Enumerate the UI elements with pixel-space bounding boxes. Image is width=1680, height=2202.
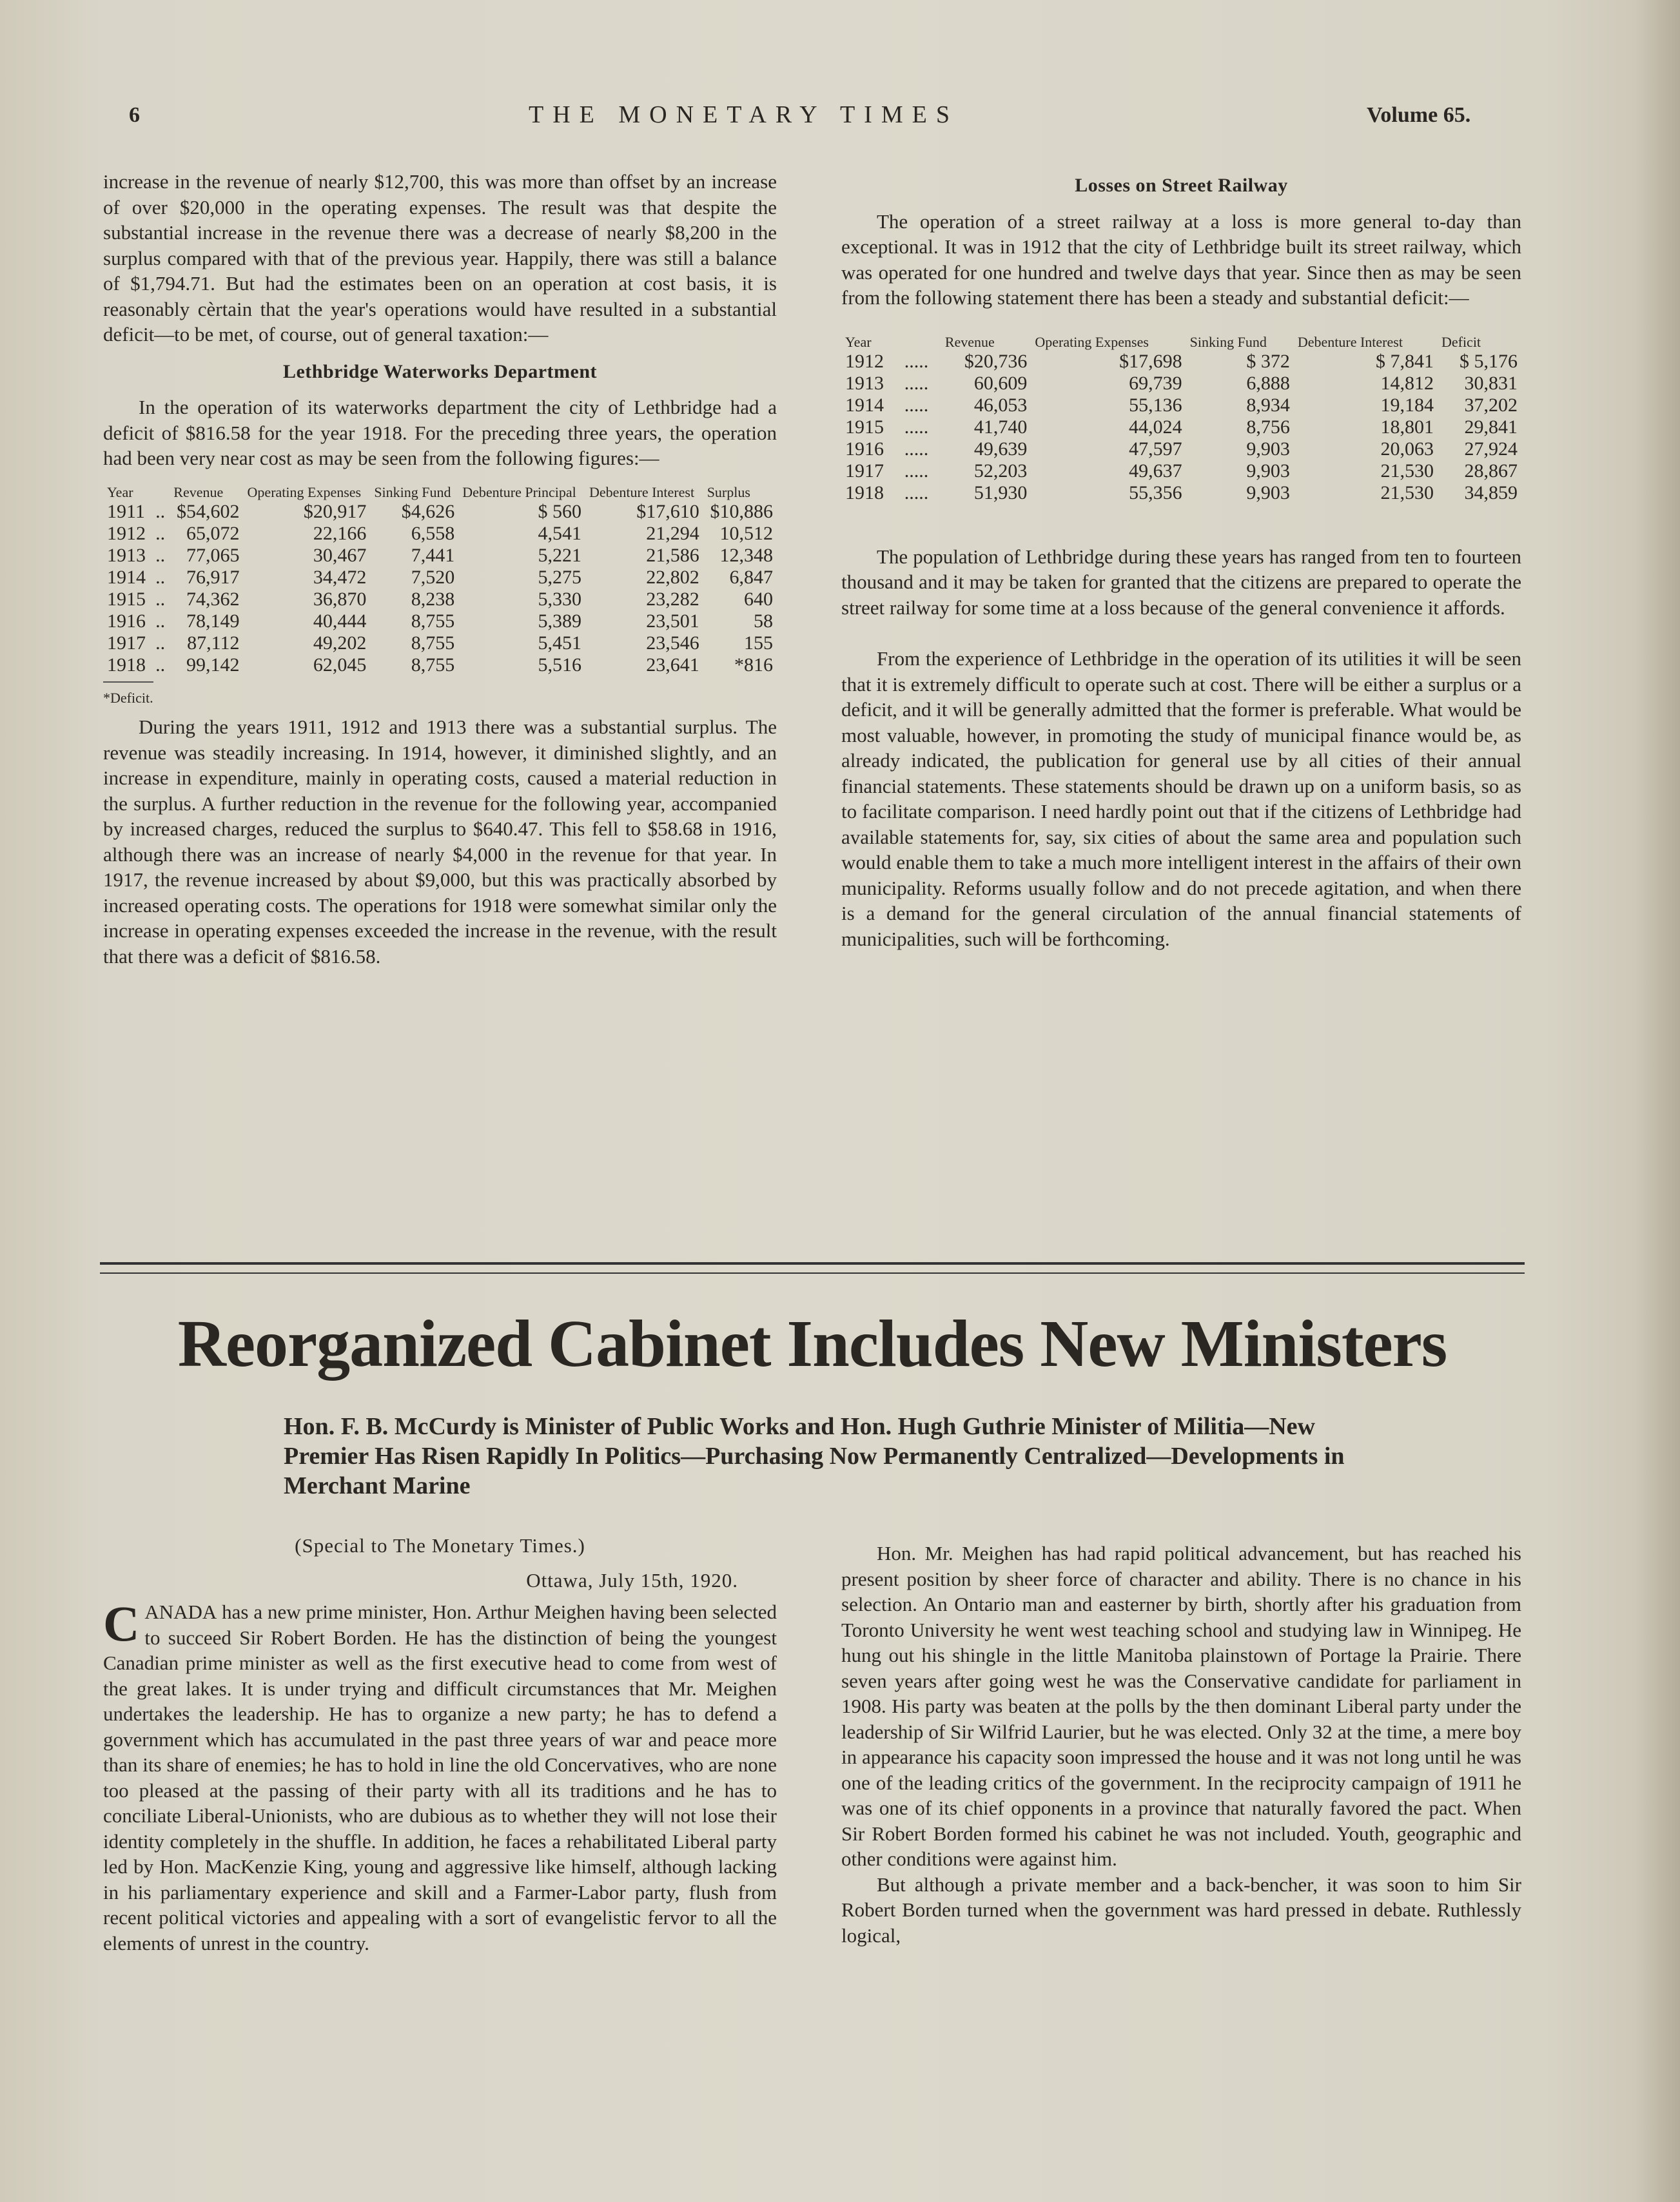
table-cell: 9,903: [1246, 438, 1290, 460]
table-cell: 1915: [845, 416, 884, 438]
table-header: Debenture Principal: [462, 483, 576, 500]
table-cell: 1913: [107, 544, 146, 566]
left-paragraph-3: During the years 1911, 1912 and 1913 there was a substantial surplus. The revenue was steadily increasing. In 1914, however, it diminished slightly, and an increase in expenditure, mainly in operating costs, caused a material reduction in the surplus. A further reduction in the revenue for the following year, accompanied by increased charges, reduced the surplus to $640.47. This fell to $58.68 in 1916, although there was an increase of nearly $4,000 in the revenue for that year. In 1917, the revenue increased by about $9,000, but this was practically absorbed by increased operating costs. The operations for 1918 were somewhat similar only the increase in operating expenses exceeded the increase in the revenue, with the result that there was a deficit of $816.58.: [103, 716, 777, 968]
table-cell: 7,441: [411, 544, 455, 566]
article-left-paragraph: [103, 1595, 777, 1956]
table-header: Operating Expenses: [1035, 333, 1149, 350]
table-row: [103, 610, 777, 632]
table-cell: 30,831: [1464, 372, 1518, 394]
table-row: [841, 351, 1521, 373]
table-cell: ..: [155, 500, 166, 522]
table-cell: 1914: [845, 394, 884, 416]
table-cell: 1914: [107, 566, 146, 588]
page-number: 6: [129, 103, 140, 127]
article-right-paragraph-2: But although a private member and a back-bencher, it was soon to him Sir Robert Borden turned when the government was hard pressed in debate. Ruthlessly logical,: [841, 1873, 1521, 1947]
table-cell: 9,903: [1246, 460, 1290, 482]
table-cell: $20,917: [303, 500, 367, 522]
table-cell: 74,362: [186, 588, 240, 610]
table-cell: 21,530: [1380, 482, 1434, 503]
table-header: Surplus: [707, 483, 750, 500]
table-cell: 40,444: [313, 610, 367, 632]
railway-heading: Losses on Street Railway: [1075, 175, 1288, 196]
table-cell: ..: [155, 522, 166, 544]
table-cell: $54,602: [177, 500, 240, 522]
table-cell: 58: [754, 610, 773, 632]
table-cell: 55,356: [1129, 482, 1182, 503]
table-cell: 5,330: [538, 588, 581, 610]
table-cell: 6,558: [411, 522, 455, 544]
table-cell: ..: [155, 654, 166, 676]
table-cell: 21,586: [646, 544, 699, 566]
table-header: Sinking Fund: [1189, 333, 1267, 350]
running-head: [0, 97, 1680, 135]
table-cell: $ 372: [1246, 350, 1290, 372]
table-cell: .....: [904, 482, 929, 503]
table-cell: 12,348: [719, 544, 773, 566]
table-cell: 65,072: [186, 522, 240, 544]
table-header: Deficit: [1441, 333, 1481, 350]
table-cell: 1917: [845, 460, 884, 482]
table-header: Sinking Fund: [374, 483, 451, 500]
table-cell: 69,739: [1129, 372, 1182, 394]
table-cell: 19,184: [1380, 394, 1434, 416]
table-cell: 1912: [845, 350, 884, 372]
left-column-top: [103, 169, 777, 969]
table-cell: 30,467: [313, 544, 367, 566]
table-cell: 1913: [845, 372, 884, 394]
volume-label: Volume 65.: [1367, 103, 1471, 127]
table-header: Revenue: [944, 333, 995, 350]
article-right-paragraph-1: Hon. Mr. Meighen has had rapid political advancement, but has reached his present position by sheer force of character and ability. There is no chance in his selection. An Ontario man and easterner by birth, shortly after his graduation from Toronto University he went west teaching school and studying law in Winnipeg. He hung out his shingle in the little Manitoba plainstown of Portage la Prairie. There seven years after going west he was the Conservative candidate for parliament in 1908. His party was beaten at the polls by the then dominant Liberal party under the leadership of Sir Wilfrid Laurier, but he was elected. Only 32 at the time, a mere boy in appearance his capacity soon impressed the house and it was not long until he was one of the leading critics of the government. In the reciprocity campaign of 1911 he was one of its chief opponents in a province that naturally favored the pact. When Sir Robert Borden formed his cabinet he was not included. Youth, geographic and other conditions were against him.: [841, 1542, 1521, 1870]
table-cell: ..: [155, 566, 166, 588]
waterworks-table-body: [103, 501, 777, 676]
article-headline: Reorganized Cabinet Includes New Ministers: [177, 1307, 1447, 1381]
table-cell: 14,812: [1380, 372, 1434, 394]
right-paragraph-2: The population of Lethbridge during these years has ranged from ten to fourteen thousand and it may be taken for granted that the citizens are prepared to operate the street railway for some time at a loss because of the general convenience it affords.: [841, 545, 1521, 619]
table-cell: 18,801: [1380, 416, 1434, 438]
table-row: [103, 501, 777, 523]
table-row: [103, 589, 777, 610]
table-cell: $4,626: [401, 500, 455, 522]
table-cell: 7,520: [411, 566, 455, 588]
table-row: [103, 567, 777, 589]
left-paragraph-1: increase in the revenue of nearly $12,700, this was more than offset by an increase of over $20,000 in the operating expenses. The result was that despite the substantial increase in the revenue there was a decrease of nearly $8,200 in the surplus compared with that of the previous year. Happily, there was still a balance of $1,794.71. But had the estimates been on an operation at cost basis, it is reasonably cèrtain that the year's operations would have resulted in a substantial deficit—to be met, of course, out of general taxation:—: [103, 170, 777, 346]
table-cell: $17,610: [636, 500, 699, 522]
table-cell: 6,888: [1246, 372, 1290, 394]
article-left-text: has a new prime minister, Hon. Arthur Meighen having been selected to succeed Sir Robert Borden. He has the distinction of being the youngest Canadian prime minister as well as the first executive head to come from west of the great lakes. It is under trying and difficult circumstances that Mr. Meighen undertakes the leadership. He has to organize a new party; he has to defend a government which has accumulated in the past three years of war and peace more than its share of enemies; he has to hold in line the old Concervatives, who are none too pleased at the passing of their party with all its traditions and he has to conciliate Liberal-Unionists, who are dubious as to whether they will not lose their identity completely in the shuffle. In addition, he faces a rehabilitated Liberal party led by Hon. MacKenzie King, young and aggressive like himself, although lacking in his parliamentary experience and skill and a Farmer-Labor party, flush from recent political victories and appealing with a sort of evangelistic fervor to all the elements of unrest in the country.: [103, 1601, 777, 1954]
table-cell: 22,802: [646, 566, 699, 588]
table-cell: 155: [744, 632, 773, 654]
table-header: Revenue: [173, 483, 224, 500]
right-column-top: [841, 173, 1521, 951]
table-cell: 5,451: [538, 632, 581, 654]
table-cell: $10,886: [710, 500, 773, 522]
table-header: Debenture Interest: [589, 483, 695, 500]
table-cell: 5,389: [538, 610, 581, 632]
table-cell: 1912: [107, 522, 146, 544]
table-cell: 1918: [845, 482, 884, 503]
table-cell: 36,870: [313, 588, 367, 610]
table-cell: 23,282: [646, 588, 699, 610]
left-paragraph-2: In the operation of its waterworks department the city of Lethbridge had a deficit of $816.58 for the year 1918. For the preceding three years, the operation had been very near cost as may be seen from the following figures:—: [103, 396, 777, 469]
table-row: [841, 373, 1521, 395]
table-cell: 29,841: [1464, 416, 1518, 438]
table-cell: 9,903: [1246, 482, 1290, 503]
table-cell: 76,917: [186, 566, 240, 588]
table-header-row: [103, 485, 777, 501]
journal-title: THE MONETARY TIMES: [529, 101, 959, 128]
table-cell: 77,065: [186, 544, 240, 566]
first-word: ANADA: [144, 1601, 217, 1623]
table-row: [103, 654, 777, 676]
table-cell: 4,541: [538, 522, 581, 544]
table-cell: $ 5,176: [1460, 350, 1518, 372]
table-cell: 6,847: [729, 566, 773, 588]
table-header: Operating Expenses: [247, 483, 362, 500]
table-cell: $ 7,841: [1375, 350, 1434, 372]
table-row: [103, 545, 777, 567]
table-cell: 22,166: [313, 522, 367, 544]
table-cell: 8,755: [411, 632, 455, 654]
table-cell: *816: [734, 654, 773, 676]
table-cell: 60,609: [973, 372, 1028, 394]
table-header-spacer: [151, 485, 170, 501]
deficit-footnote: *Deficit.: [103, 681, 153, 711]
waterworks-table: [103, 485, 777, 676]
table-header-row: [841, 335, 1521, 351]
table-cell: 49,637: [1129, 460, 1182, 482]
table-cell: 46,053: [973, 394, 1028, 416]
table-cell: 1916: [107, 610, 146, 632]
drop-cap: C: [103, 1595, 140, 1652]
article-right-column: [841, 1541, 1521, 1948]
railway-table-body: [841, 351, 1521, 504]
table-cell: $17,698: [1119, 350, 1182, 372]
table-cell: .....: [904, 394, 929, 416]
table-cell: 41,740: [973, 416, 1028, 438]
table-cell: 87,112: [187, 632, 240, 654]
waterworks-heading: Lethbridge Waterworks Department: [282, 360, 598, 382]
table-row: [841, 460, 1521, 482]
table-cell: $ 560: [538, 500, 581, 522]
table-cell: 8,238: [411, 588, 455, 610]
section-divider: [100, 1262, 1525, 1274]
table-header-spacer: [901, 335, 941, 351]
table-cell: 20,063: [1380, 438, 1434, 460]
table-header: Debenture Interest: [1297, 333, 1403, 350]
table-cell: ..: [155, 632, 166, 654]
table-cell: .....: [904, 416, 929, 438]
table-cell: 1918: [107, 654, 146, 676]
dateline: Ottawa, July 15th, 1920.: [526, 1568, 738, 1592]
table-cell: 1911: [107, 500, 145, 522]
table-cell: 37,202: [1464, 394, 1518, 416]
table-cell: 21,294: [646, 522, 699, 544]
table-cell: 34,859: [1464, 482, 1518, 503]
table-cell: 55,136: [1129, 394, 1182, 416]
table-cell: $20,736: [964, 350, 1028, 372]
table-row: [841, 395, 1521, 416]
table-cell: 49,639: [973, 438, 1028, 460]
table-cell: .....: [904, 460, 929, 482]
table-cell: ..: [155, 610, 166, 632]
table-cell: 23,501: [646, 610, 699, 632]
table-cell: 1915: [107, 588, 146, 610]
table-cell: 23,546: [646, 632, 699, 654]
article-left-column: [103, 1533, 777, 1956]
table-cell: .....: [904, 438, 929, 460]
table-cell: 21,530: [1380, 460, 1434, 482]
byline: (Special to The Monetary Times.): [295, 1534, 585, 1557]
table-cell: 47,597: [1129, 438, 1182, 460]
table-cell: ..: [155, 588, 166, 610]
article-deck: Hon. F. B. McCurdy is Minister of Public Works and Hon. Hugh Guthrie Minister of Militia—New Premier Has Risen Rapidly In Politics—Purchasing Now Permanently Centralized—Developments in Merchant Marine: [284, 1413, 1345, 1499]
table-cell: 62,045: [313, 654, 367, 676]
table-cell: 49,202: [313, 632, 367, 654]
table-cell: 8,756: [1246, 416, 1290, 438]
table-row: [103, 632, 777, 654]
table-cell: 28,867: [1464, 460, 1518, 482]
table-header: Year: [845, 333, 872, 350]
table-cell: 23,641: [646, 654, 699, 676]
table-cell: .....: [904, 350, 929, 372]
table-cell: 51,930: [973, 482, 1028, 503]
right-paragraph-3: From the experience of Lethbridge in the operation of its utilities it will be seen that it is extremely difficult to operate such at cost. There will be either a surplus or a deficit, and it will be generally admitted that the former is preferable. What would be most valuable, however, in promoting the study of municipal finance would be, as already indicated, the publication for general use by all cities of their annual financial statements. These statements should be drawn up on a uniform basis, so as to facilitate comparison. I need hardly point out that if the citizens of Lethbridge had available statements for, say, six cities of about the same area and population such would enable them to take a much more intelligent interest in the affairs of their own municipality. Reforms usually follow and do not precede agitation, and when there is a demand for the general circulation of the annual financial statements of municipalities, such will be forthcoming.: [841, 647, 1521, 950]
table-cell: 99,142: [186, 654, 240, 676]
table-cell: 5,221: [538, 544, 581, 566]
table-row: [841, 416, 1521, 438]
table-cell: 78,149: [186, 610, 240, 632]
table-cell: 5,516: [538, 654, 581, 676]
table-cell: 34,472: [313, 566, 367, 588]
table-cell: ..: [155, 544, 166, 566]
table-cell: 5,275: [538, 566, 581, 588]
table-cell: 8,755: [411, 654, 455, 676]
table-cell: 1916: [845, 438, 884, 460]
table-cell: 52,203: [973, 460, 1028, 482]
table-cell: 44,024: [1129, 416, 1182, 438]
table-cell: 1917: [107, 632, 146, 654]
table-cell: 640: [744, 588, 773, 610]
table-row: [103, 523, 777, 545]
table-cell: 8,934: [1246, 394, 1290, 416]
right-paragraph-1: The operation of a street railway at a loss is more general to-day than exceptional. It was in 1912 that the city of Lethbridge built its street railway, which was operated for one hundred and twelve days that year. Since then as may be seen from the following statement there has been a steady and substantial deficit:—: [841, 209, 1521, 309]
table-cell: 27,924: [1464, 438, 1518, 460]
table-row: [841, 482, 1521, 504]
table-cell: .....: [904, 372, 929, 394]
table-cell: 8,755: [411, 610, 455, 632]
railway-table: [841, 335, 1521, 504]
table-cell: 10,512: [719, 522, 773, 544]
table-header: Year: [107, 483, 133, 500]
table-row: [841, 438, 1521, 460]
